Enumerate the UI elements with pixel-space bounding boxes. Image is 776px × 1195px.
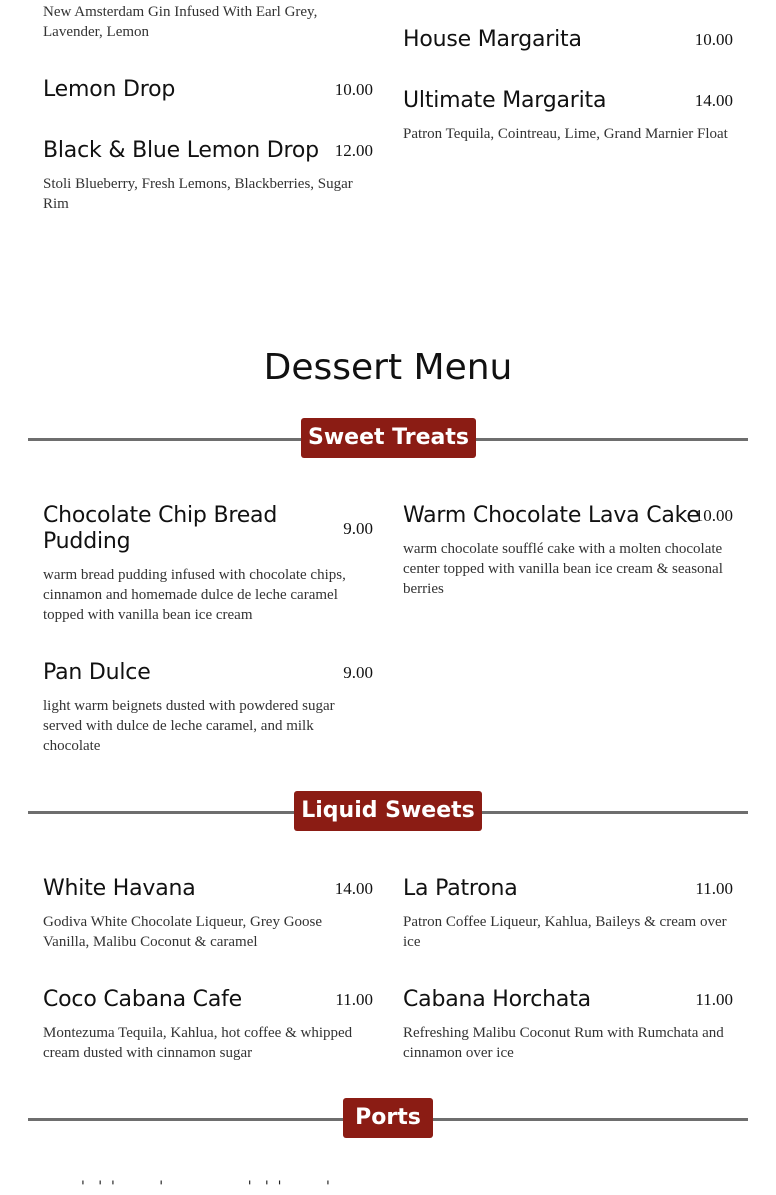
item-desc-pan-dulce: light warm beignets dusted with powdered sugar served with dulce de leche caramel, and milk chocolate (43, 698, 335, 754)
item-name-coco-cabana-cafe: Coco Cabana Cafe (43, 987, 243, 1012)
item-price-lava-cake: 10.00 (694, 506, 733, 525)
item-price-pan-dulce: 9.00 (343, 663, 373, 682)
cut-off-ports-items: ' ' ' ' ' ' ' ' (81, 1179, 330, 1195)
item-desc-bread-pudding: warm bread pudding infused with chocolate chips, cinnamon and homemade dulce de leche caramel topped with vanilla bean ice cream (43, 567, 346, 623)
item-price-lemon-drop: 10.00 (334, 80, 373, 99)
section-badge-liquid-sweets: Liquid Sweets (294, 791, 482, 831)
item-price-bread-pudding: 9.00 (343, 519, 373, 538)
item-name-house-margarita: House Margarita (403, 27, 582, 52)
item-name-black-blue-lemon-drop: Black & Blue Lemon Drop (43, 138, 319, 163)
item-name-white-havana: White Havana (43, 876, 196, 901)
item-name-lemon-drop: Lemon Drop (43, 77, 176, 102)
item-name-bread-pudding: Chocolate Chip Bread Pudding (43, 503, 278, 554)
item-desc-cabana-horchata: Refreshing Malibu Coconut Rum with Rumchata and cinnamon over ice (403, 1025, 724, 1061)
item-desc-ultimate-margarita: Patron Tequila, Cointreau, Lime, Grand Marnier Float (403, 126, 728, 142)
item-name-cabana-horchata: Cabana Horchata (403, 987, 591, 1012)
section-badge-sweet-treats: Sweet Treats (301, 418, 476, 458)
dessert-menu-title: Dessert Menu (263, 347, 513, 388)
item-name-pan-dulce: Pan Dulce (43, 660, 151, 685)
item-price-black-blue-lemon-drop: 12.00 (334, 141, 373, 160)
item-name-la-patrona: La Patrona (403, 876, 518, 901)
item-desc-white-havana: Godiva White Chocolate Liqueur, Grey Goose Vanilla, Malibu Coconut & caramel (43, 914, 323, 950)
item-desc-lava-cake: warm chocolate soufflé cake with a molten chocolate center topped with vanilla bean ice cream & seasonal berries (403, 541, 723, 597)
item-price-white-havana: 14.00 (334, 879, 373, 898)
item-name-ultimate-margarita: Ultimate Margarita (403, 88, 607, 113)
item-desc-coco-cabana-cafe: Montezuma Tequila, Kahlua, hot coffee & whipped cream dusted with cinnamon sugar (43, 1025, 353, 1061)
item-price-cabana-horchata: 11.00 (695, 990, 733, 1009)
item-desc-la-patrona: Patron Coffee Liqueur, Kahlua, Baileys & cream over ice (403, 914, 727, 950)
item-price-coco-cabana-cafe: 11.00 (335, 990, 373, 1009)
gin-description: New Amsterdam Gin Infused With Earl Grey, Lavender, Lemon (43, 4, 318, 40)
item-price-house-margarita: 10.00 (694, 30, 733, 49)
item-name-lava-cake: Warm Chocolate Lava Cake (403, 503, 700, 528)
item-price-ultimate-margarita: 14.00 (694, 91, 733, 110)
item-desc-black-blue-lemon-drop: Stoli Blueberry, Fresh Lemons, Blackberries, Sugar Rim (43, 176, 353, 212)
item-price-la-patrona: 11.00 (695, 879, 733, 898)
section-badge-ports: Ports (343, 1098, 433, 1138)
